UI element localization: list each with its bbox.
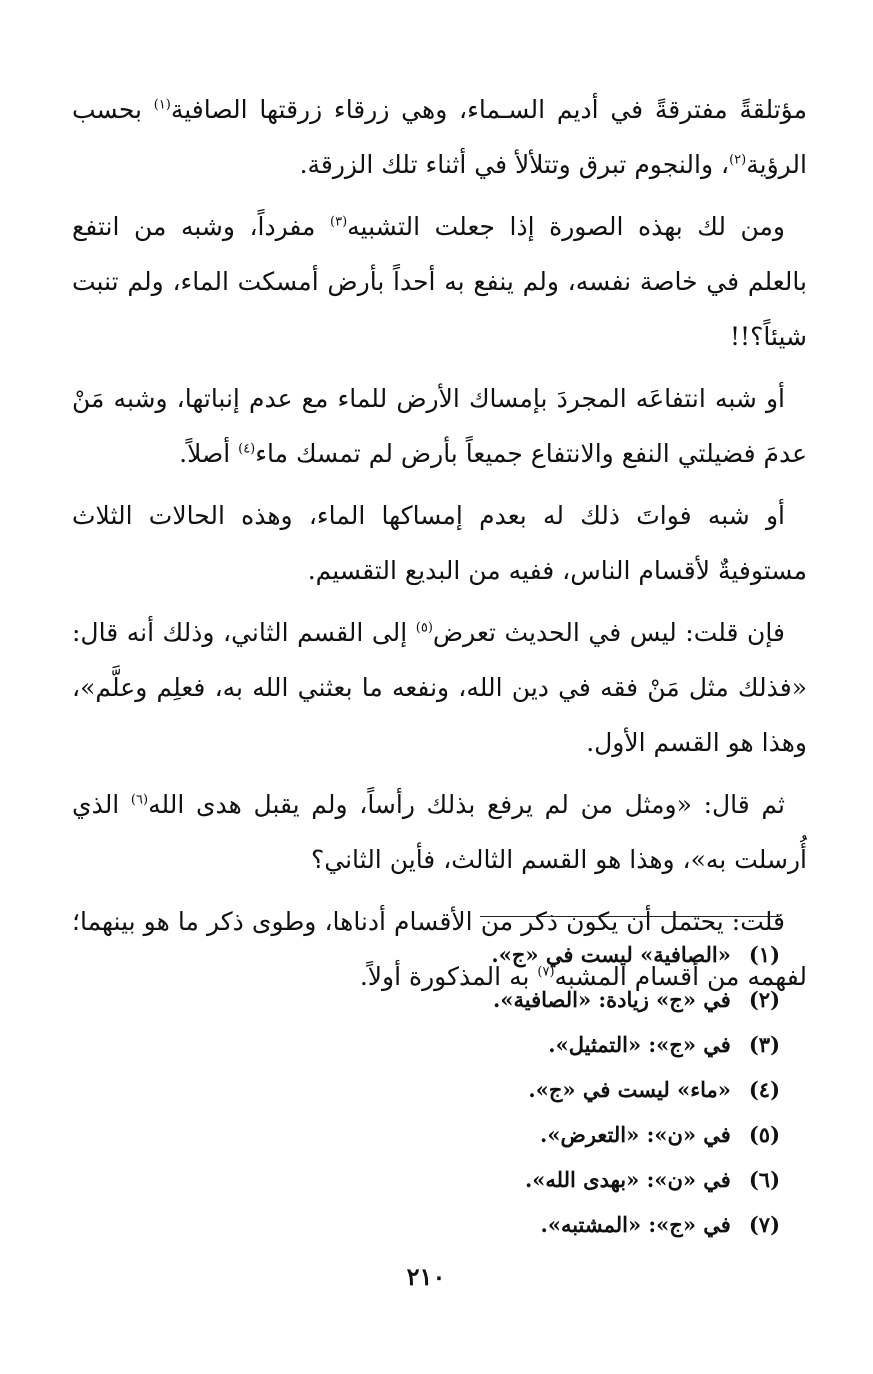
footnote-item [300,1022,780,1067]
footnote-item [300,1202,780,1247]
footnote-reference[interactable]: (٣) [330,214,348,230]
footnote-number: (٤) [748,1077,780,1102]
text-run: مفرداً، وشبه من انتفع بالعلم في خاصة نفسه، ولم ينفع به أحداً بأرض أمسكت الماء، ولم تنبت شيئاً؟!! [72,212,807,351]
footnotes-section [300,932,780,1247]
footnote-number: (٢) [748,987,780,1012]
footnote-text: في «ج» زيادة: «الصافية». [493,987,731,1012]
footnote-reference[interactable]: (٧) [537,964,555,980]
footnote-separator [480,916,780,917]
footnote-item [300,977,780,1022]
text-run: أصلاً. [179,439,239,468]
footnote-number: (١) [748,942,780,967]
paragraph [72,199,807,364]
text-run: فإن قلت: ليس في الحديث تعرض [432,618,785,647]
footnote-reference[interactable]: (١) [153,97,171,113]
footnote-number: (٣) [748,1032,780,1057]
footnote-text: «ماء» ليست في «ج». [528,1077,731,1102]
footnote-number: (٥) [748,1122,780,1147]
text-run: أو شبه انتفاعَه المجردَ بإمساك الأرض للماء مع عدم إنباتها، وشبه مَنْ عدمَ فضيلتي النفع والانتفاع جميعاً بأرض لم تمسك ماء [72,384,807,468]
text-run: ومن لك بهذه الصورة إذا جعلت التشبيه [347,212,785,241]
text-run: ثم قال: «ومثل من لم يرفع بذلك رأساً، ولم يقبل هدى الله [148,790,785,819]
footnote-text: «الصافية» ليست في «ج». [491,942,731,967]
footnote-item [300,1157,780,1202]
page-number: ٢١٠ [406,1262,446,1291]
text-run: مؤتلقةً مفترقةً في أديم السـماء، وهي زرقاء زرقتها الصافية [170,95,807,124]
text-run: بحسب الرؤية [72,95,807,179]
text-run: به المذكورة أولاً. [359,962,538,991]
text-run: قلت: يحتمل أن يكون ذكر من الأقسام أدناها، وطوى ذكر ما هو بينهما؛ لفهمه من أقسام المشبه [72,907,807,991]
footnote-reference[interactable]: (٤) [238,441,256,457]
footnote-text: في «ج»: «التمثيل». [548,1032,731,1057]
footnote-text: في «ن»: «بهدى الله». [524,1167,731,1192]
paragraph [72,82,807,192]
text-run: ، والنجوم تبرق وتتلألأ في أثناء تلك الزرقة. [299,150,730,179]
footnote-item [300,1067,780,1112]
paragraph [72,488,807,598]
paragraph [72,371,807,481]
footnote-reference[interactable]: (٢) [729,152,747,168]
footnote-item [300,932,780,977]
footnote-text: في «ن»: «التعرض». [540,1122,731,1147]
text-run: أو شبه فواتَ ذلك له بعدم إمساكها الماء، وهذه الحالات الثلاث مستوفيةٌ لأقسام الناس، ففيه من البديع التقسيم. [72,501,807,585]
paragraph [72,605,807,770]
text-run: إلى القسم الثاني، وذلك أنه قال: «فذلك مثل مَنْ فقه في دين الله، ونفعه ما بعثني الله به، فعلِم وعلَّم»، وهذا هو القسم الأول. [72,618,807,757]
footnote-number: (٧) [748,1212,780,1237]
footnote-reference[interactable]: (٦) [130,792,149,808]
footnote-reference[interactable]: (٥) [415,620,433,636]
footnote-item [300,1112,780,1157]
footnote-number: (٦) [748,1167,780,1192]
paragraph [72,777,807,887]
footnote-text: في «ج»: «المشتبه». [540,1212,731,1237]
text-run: الذي أُرسلت به»، وهذا هو القسم الثالث، فأين الثاني؟ [72,790,807,874]
main-text [72,82,807,1011]
